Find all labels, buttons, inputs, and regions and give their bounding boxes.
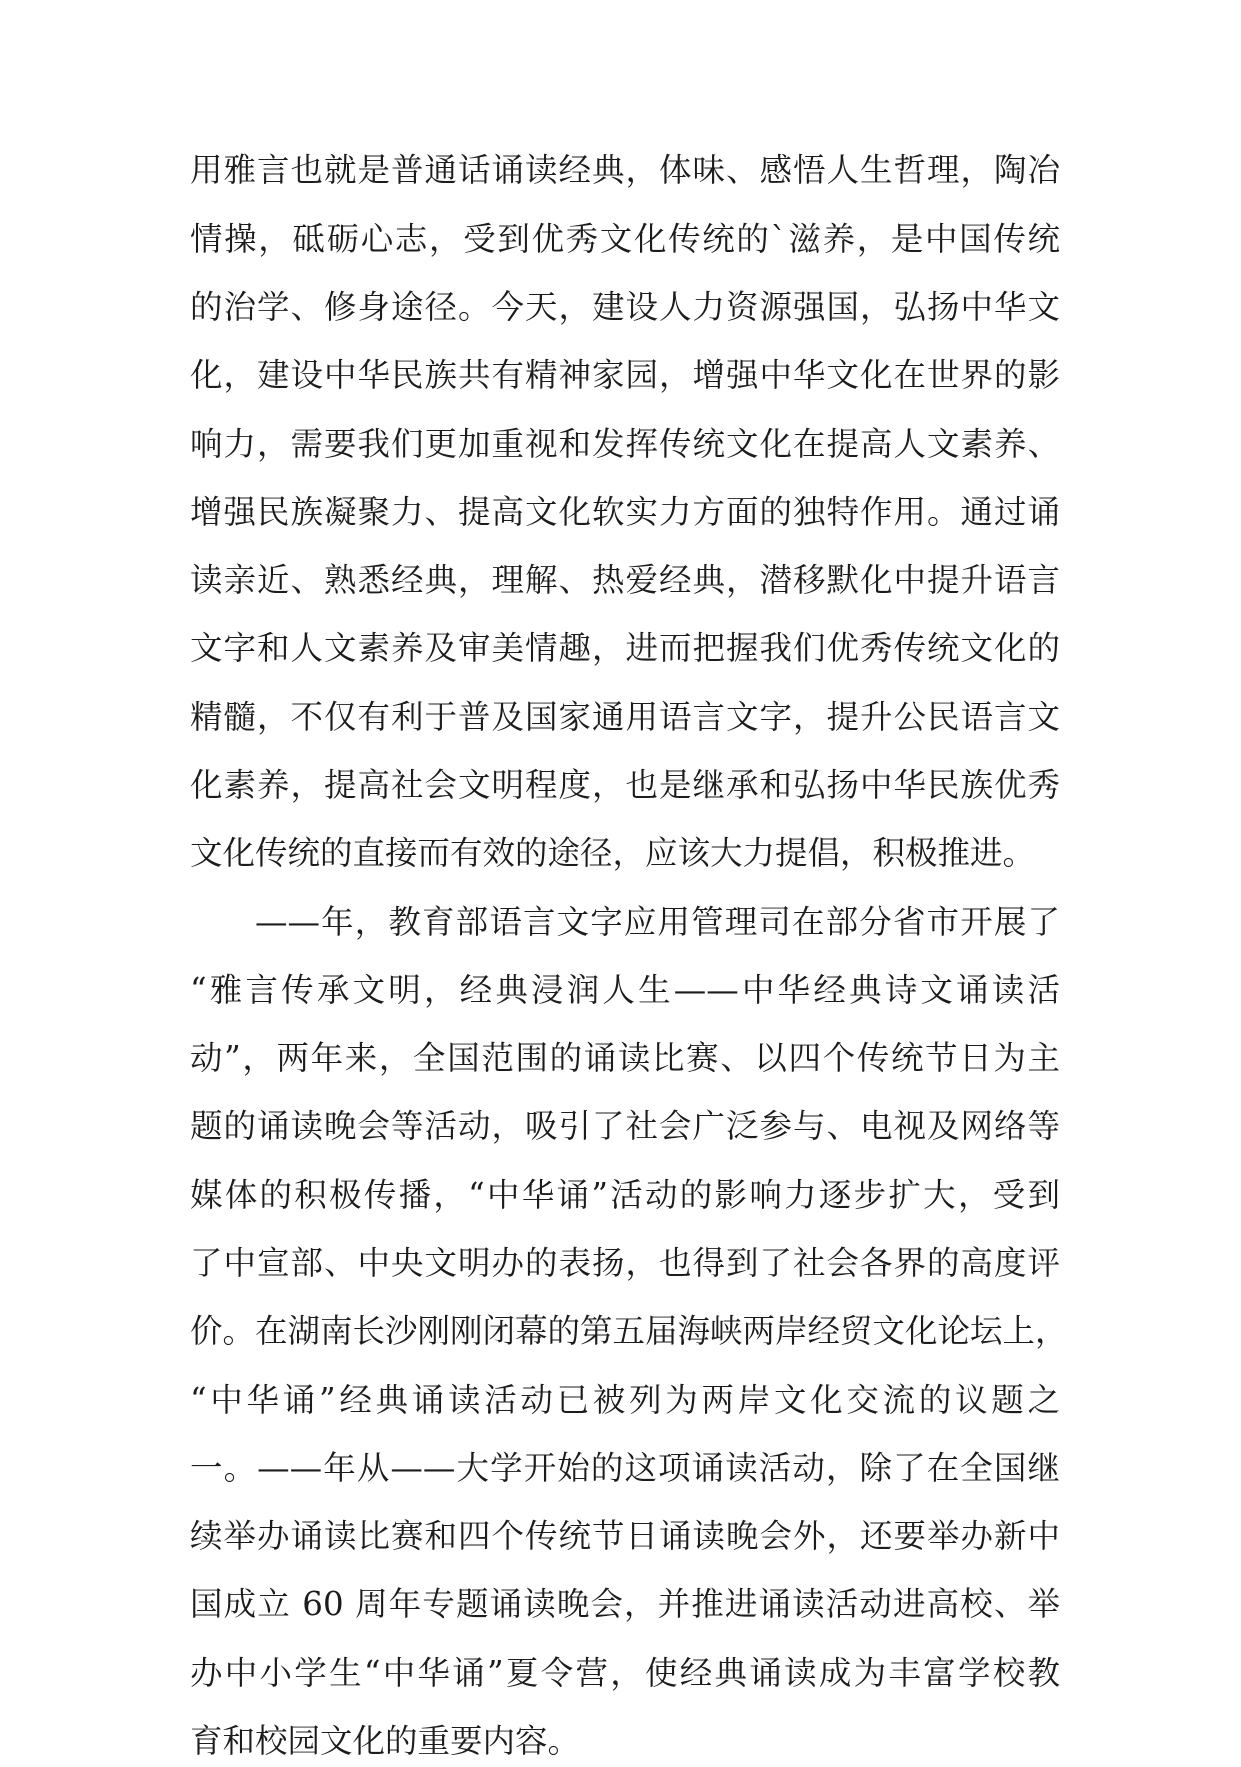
text-line: 动”，两年来，全国范围的诵读比赛、以四个传统节日为主 [190,1039,1060,1077]
text-line: 的治学、修身途径。今天，建设人力资源强国，弘扬中华文 [190,288,1060,326]
text-line: 国成立 60 周年专题诵读晚会，并推进诵读活动进高校、举 [190,1585,1060,1623]
text-line: “雅言传承文明，经典浸润人生——中华经典诗文诵读活 [190,971,1060,1009]
text-line: 情操，砥砺心志，受到优秀文化传统的`滋养，是中国传统 [190,220,1060,258]
text-line: 题的诵读晚会等活动，吸引了社会广泛参与、电视及网络等 [190,1107,1060,1145]
text-line: “中华诵”经典诵读活动已被列为两岸文化交流的议题之 [190,1381,1060,1419]
text-line: 媒体的积极传播，“中华诵”活动的影响力逐步扩大，受到 [190,1176,1060,1214]
text-line: 了中宣部、中央文明办的表扬，也得到了社会各界的高度评 [190,1244,1060,1282]
text-line: 用雅言也就是普通话诵读经典，体味、感悟人生哲理，陶冶 [190,151,1060,189]
text-line: 文字和人文素养及审美情趣，进而把握我们优秀传统文化的 [190,629,1060,667]
text-line: 化素养，提高社会文明程度，也是继承和弘扬中华民族优秀 [190,766,1060,804]
text-line: 读亲近、熟悉经典，理解、热爱经典，潜移默化中提升语言 [190,561,1060,599]
text-line: 增强民族凝聚力、提高文化软实力方面的独特作用。通过诵 [190,493,1060,531]
text-line: 化，建设中华民族共有精神家园，增强中华文化在世界的影 [190,356,1060,394]
text-line: 续举办诵读比赛和四个传统节日诵读晚会外，还要举办新中 [190,1517,1060,1555]
text-line: 价。在湖南长沙刚刚闭幕的第五届海峡两岸经贸文化论坛上， [190,1312,1068,1350]
text-line: 育和校园文化的重要内容。 [190,1722,581,1760]
text-line: 办中小学生“中华诵”夏令营，使经典诵读成为丰富学校教 [190,1654,1060,1692]
text-line: 精髓，不仅有利于普及国家通用语言文字，提升公民语言文 [190,698,1060,736]
text-line: ——年，教育部语言文字应用管理司在部分省市开展了 [255,903,1060,941]
text-line: 响力，需要我们更加重视和发挥传统文化在提高人文素养、 [190,425,1060,463]
text-line: 文化传统的直接而有效的途径，应该大力提倡，积极推进。 [190,834,1036,872]
text-line: 一。——年从——大学开始的这项诵读活动，除了在全国继 [190,1449,1060,1487]
